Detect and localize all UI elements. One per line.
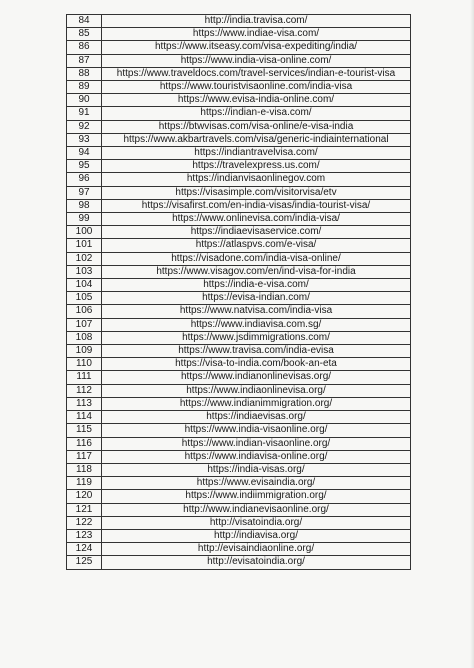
row-url: https://www.evisaindia.org/ — [102, 477, 411, 490]
row-number: 95 — [67, 160, 102, 173]
row-number: 88 — [67, 67, 102, 80]
row-url: https://www.indiaonlinevisa.org/ — [102, 384, 411, 397]
row-url: https://evisa-indian.com/ — [102, 292, 411, 305]
table-row — [67, 543, 411, 556]
url-table-body — [67, 15, 411, 570]
row-url: https://www.indiavisa.com.sg/ — [102, 318, 411, 331]
row-number: 100 — [67, 226, 102, 239]
row-number: 121 — [67, 503, 102, 516]
row-url: http://visatoindia.org/ — [102, 516, 411, 529]
row-url: https://www.natvisa.com/india-visa — [102, 305, 411, 318]
row-number: 112 — [67, 384, 102, 397]
table-row — [67, 279, 411, 292]
row-url: https://www.evisa-india-online.com/ — [102, 94, 411, 107]
row-number: 101 — [67, 239, 102, 252]
row-number: 122 — [67, 516, 102, 529]
row-number: 108 — [67, 331, 102, 344]
table-row — [67, 199, 411, 212]
row-url: https://atlaspvs.com/e-visa/ — [102, 239, 411, 252]
row-url: https://india-e-visa.com/ — [102, 279, 411, 292]
row-number: 105 — [67, 292, 102, 305]
row-url: https://indiaevisaservice.com/ — [102, 226, 411, 239]
row-url: https://www.indiimmigration.org/ — [102, 490, 411, 503]
url-table — [66, 14, 411, 570]
row-number: 115 — [67, 424, 102, 437]
row-url: https://www.indiavisa-online.org/ — [102, 450, 411, 463]
table-row — [67, 450, 411, 463]
row-number: 116 — [67, 437, 102, 450]
table-row — [67, 226, 411, 239]
row-number: 124 — [67, 543, 102, 556]
row-number: 113 — [67, 397, 102, 410]
row-url: http://evisatoindia.org/ — [102, 556, 411, 569]
row-url: https://btwvisas.com/visa-online/e-visa-india — [102, 120, 411, 133]
row-number: 106 — [67, 305, 102, 318]
table-row — [67, 529, 411, 542]
table-row — [67, 345, 411, 358]
row-number: 85 — [67, 28, 102, 41]
table-row — [67, 147, 411, 160]
table-row — [67, 477, 411, 490]
table-row — [67, 371, 411, 384]
row-number: 104 — [67, 279, 102, 292]
row-url: https://www.jsdimmigrations.com/ — [102, 331, 411, 344]
row-url: https://www.traveldocs.com/travel-services/indian-e-tourist-visa — [102, 67, 411, 80]
table-row — [67, 41, 411, 54]
row-number: 99 — [67, 213, 102, 226]
row-url: https://www.india-visa-online.com/ — [102, 54, 411, 67]
row-number: 114 — [67, 411, 102, 424]
row-url: https://www.itseasy.com/visa-expediting/india/ — [102, 41, 411, 54]
row-url: http://india.travisa.com/ — [102, 15, 411, 28]
table-row — [67, 54, 411, 67]
row-url: http://indiavisa.org/ — [102, 529, 411, 542]
row-url: https://indiantravelvisa.com/ — [102, 147, 411, 160]
row-number: 125 — [67, 556, 102, 569]
table-row — [67, 384, 411, 397]
row-url: https://indian-e-visa.com/ — [102, 107, 411, 120]
scan-edge-shadow — [470, 0, 474, 668]
row-url: https://www.indian-visaonline.org/ — [102, 437, 411, 450]
table-row — [67, 411, 411, 424]
row-number: 90 — [67, 94, 102, 107]
row-number: 86 — [67, 41, 102, 54]
row-number: 91 — [67, 107, 102, 120]
row-number: 102 — [67, 252, 102, 265]
row-url: https://indiaevisas.org/ — [102, 411, 411, 424]
row-number: 120 — [67, 490, 102, 503]
table-row — [67, 331, 411, 344]
row-url: https://www.touristvisaonline.com/india-visa — [102, 81, 411, 94]
row-number: 97 — [67, 186, 102, 199]
row-number: 118 — [67, 463, 102, 476]
row-url: http://www.indianevisaonline.org/ — [102, 503, 411, 516]
row-url: https://visa-to-india.com/book-an-eta — [102, 358, 411, 371]
row-url: https://india-visas.org/ — [102, 463, 411, 476]
row-url: https://visafirst.com/en-india-visas/india-tourist-visa/ — [102, 199, 411, 212]
table-row — [67, 292, 411, 305]
table-row — [67, 81, 411, 94]
table-row — [67, 516, 411, 529]
row-number: 92 — [67, 120, 102, 133]
table-row — [67, 318, 411, 331]
row-url: https://visasimple.com/visitorvisa/etv — [102, 186, 411, 199]
row-number: 93 — [67, 133, 102, 146]
table-row — [67, 556, 411, 569]
table-row — [67, 133, 411, 146]
row-url: https://indianvisaonlinegov.com — [102, 173, 411, 186]
table-row — [67, 424, 411, 437]
table-row — [67, 397, 411, 410]
row-number: 111 — [67, 371, 102, 384]
table-row — [67, 252, 411, 265]
row-url: https://www.visagov.com/en/ind-visa-for-india — [102, 265, 411, 278]
row-url: https://www.travisa.com/india-evisa — [102, 345, 411, 358]
table-row — [67, 239, 411, 252]
row-number: 89 — [67, 81, 102, 94]
table-row — [67, 15, 411, 28]
row-url: http://evisaindiaonline.org/ — [102, 543, 411, 556]
table-row — [67, 28, 411, 41]
row-number: 117 — [67, 450, 102, 463]
row-url: https://www.indiae-visa.com/ — [102, 28, 411, 41]
row-url: https://www.indianimmigration.org/ — [102, 397, 411, 410]
row-url: https://www.india-visaonline.org/ — [102, 424, 411, 437]
table-row — [67, 213, 411, 226]
row-number: 96 — [67, 173, 102, 186]
table-row — [67, 305, 411, 318]
row-number: 119 — [67, 477, 102, 490]
table-row — [67, 94, 411, 107]
table-row — [67, 160, 411, 173]
row-number: 98 — [67, 199, 102, 212]
row-number: 123 — [67, 529, 102, 542]
table-row — [67, 67, 411, 80]
row-url: https://www.akbartravels.com/visa/generic-indiainternational — [102, 133, 411, 146]
table-row — [67, 107, 411, 120]
table-row — [67, 437, 411, 450]
row-url: https://www.onlinevisa.com/india-visa/ — [102, 213, 411, 226]
row-url: https://travelexpress.us.com/ — [102, 160, 411, 173]
table-row — [67, 463, 411, 476]
row-number: 87 — [67, 54, 102, 67]
row-number: 107 — [67, 318, 102, 331]
table-row — [67, 186, 411, 199]
row-number: 109 — [67, 345, 102, 358]
row-number: 84 — [67, 15, 102, 28]
row-number: 110 — [67, 358, 102, 371]
table-row — [67, 490, 411, 503]
row-url: https://visadone.com/india-visa-online/ — [102, 252, 411, 265]
row-number: 103 — [67, 265, 102, 278]
table-row — [67, 120, 411, 133]
table-row — [67, 358, 411, 371]
table-row — [67, 173, 411, 186]
row-number: 94 — [67, 147, 102, 160]
row-url: https://www.indianonlinevisas.org/ — [102, 371, 411, 384]
table-row — [67, 503, 411, 516]
table-row — [67, 265, 411, 278]
